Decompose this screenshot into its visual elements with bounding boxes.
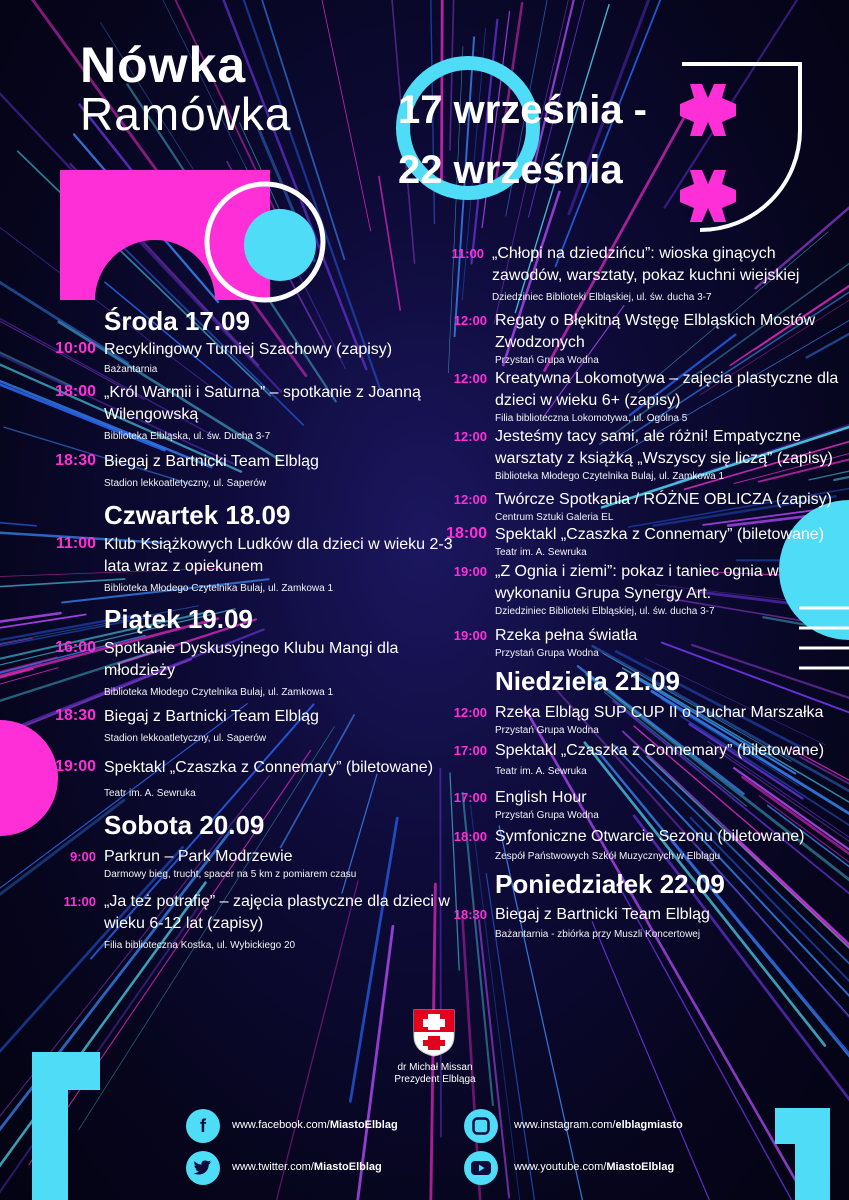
event-name: Rzeka pełna światła [495,627,638,644]
day-heading: Sobota 20.09 [104,810,265,840]
event-time: 10:00 [55,340,96,357]
event-time: 9:00 [69,849,96,864]
event-item [55,451,464,491]
event-venue: Biblioteka Młodego Czytelnika Bulaj, ul. Zamkowa 1 [104,583,333,594]
title-line-2: Ramówka [80,88,292,140]
event-item [453,904,845,942]
event-item [453,368,845,426]
event-time: 11:00 [451,246,484,261]
day-heading: Niedziela 21.09 [495,666,680,696]
event-item [453,740,845,779]
event-venue: Przystań Grupa Wodna [495,648,599,659]
event-item [453,561,815,619]
event-venue: Bażantarnia [104,364,158,375]
event-name: Recyklingowy Turniej Szachowy (zapisy) [104,341,393,358]
event-time: 16:00 [55,639,96,656]
instagram-link[interactable] [514,1119,683,1131]
event-time: 18:30 [55,452,96,469]
event-item [453,826,845,864]
event-item [451,243,822,305]
event-time: 17:00 [453,790,487,805]
event-name: Jesteśmy tacy sami, ale różni! Empatyczne warsztaty z książką „Wszyscy się liczą” (zapisy) [495,428,833,467]
facebook-link[interactable] [232,1119,398,1131]
event-time: 12:00 [453,492,487,507]
event-name: Spektakl „Czaszka z Connemary” (biletowane) [495,742,825,759]
facebook-handle: MiastoElblag [329,1119,398,1131]
event-venue: Biblioteka Elbląska, ul. św. Ducha 3-7 [104,431,271,442]
youtube-icon[interactable] [464,1151,498,1185]
event-name: Biegaj z Bartnicki Team Elbląg [104,708,319,725]
event-name: Twórcze Spotkania / RÓŻNE OBLICZA (zapisy) [495,491,832,508]
event-time: 12:00 [453,371,487,386]
youtube-handle: MiastoElblag [606,1161,675,1173]
event-venue: Dziedziniec Biblioteki Elbląskiej, ul. św. ducha 3-7 [492,292,712,303]
magenta-cross-icon [680,170,736,222]
event-time: 18:30 [453,907,487,922]
event-name: „Chłopi na dziedzińcu”: wioska ginących zawodów, warsztaty, pokaz kuchni wiejskiej [492,245,800,284]
event-venue: Stadion lekkoatletyczny, ul. Saperów [104,478,267,489]
event-venue: Darmowy bieg, trucht, spacer na 5 km z pomiarem czasu [104,869,357,880]
day-heading: Czwartek 18.09 [104,500,291,530]
day-heading: Poniedziałek 22.09 [495,869,725,899]
event-name: „Ja też potrafię” – zajęcia plastyczne dla dzieci w wieku 6-12 lat (zapisy) [104,893,450,932]
title-line-1: Nówka [80,37,247,93]
event-venue: Bażantarnia - zbiórka przy Muszli Koncertowej [495,929,701,940]
event-item [453,489,845,525]
mayor-title: Prezydent Elbląga [394,1074,476,1085]
event-time: 18:00 [55,383,96,400]
mayor-name: dr Michał Missan [397,1062,473,1073]
event-venue: Filia biblioteczna Lokomotywa, ul. Ogólna 5 [495,413,688,424]
event-item [55,757,464,801]
event-venue: Stadion lekkoatletyczny, ul. Saperów [104,733,267,744]
youtube-link[interactable] [514,1161,674,1173]
event-time: 18:00 [446,525,487,542]
twitter-handle: MiastoElblag [313,1161,382,1173]
twitter-link[interactable] [232,1161,382,1173]
date-range [398,80,647,200]
event-name: Klub Książkowych Ludków dla dzieci w wieku 2-3 lata wraz z opiekunem [104,536,453,575]
event-venue: Biblioteka Młodego Czytelnika Bulaj, ul. Zamkowa 1 [495,471,724,482]
event-venue: Dziedziniec Biblioteki Elbląskiej, ul. św. ducha 3-7 [495,606,715,617]
cyan-dot-shape [244,209,316,281]
event-name: Symfoniczne Otwarcie Sezonu (biletowane) [495,828,805,845]
event-name: Rzeka Elbląg SUP CUP II o Puchar Marszałka [495,704,824,721]
date-range-line-1: 17 września - [398,88,648,132]
event-name: Spektakl „Czaszka z Connemary” (biletowane) [104,759,434,776]
event-time: 11:00 [55,535,96,552]
twitter-icon[interactable] [186,1151,220,1185]
facebook-prefix: www.facebook.com/ [232,1119,330,1131]
event-item [55,638,464,700]
event-name: Spektakl „Czaszka z Connemary” (biletowane) [495,526,825,543]
day-heading: Środa 17.09 [104,306,250,336]
twitter-prefix: www.twitter.com/ [232,1161,314,1173]
magenta-half-circle-shape [0,720,58,836]
instagram-prefix: www.instagram.com/ [514,1119,616,1131]
event-item [453,702,845,738]
event-venue: Teatr im. A. Sewruka [495,766,587,777]
city-crest-icon [412,1008,456,1058]
event-time: 12:00 [453,705,487,720]
date-range-line-2: 22 września [398,148,623,192]
event-venue: Filia biblioteczna Kostka, ul. Wybickiego 20 [104,940,296,951]
event-venue: Przystań Grupa Wodna [495,355,599,366]
event-name: Biegaj z Bartnicki Team Elbląg [495,906,710,923]
event-time: 18:30 [55,707,96,724]
event-time: 18:00 [453,829,487,844]
instagram-icon[interactable] [464,1109,498,1143]
event-venue: Przystań Grupa Wodna [495,810,599,821]
event-item [453,426,845,484]
event-time: 11:00 [63,894,96,909]
event-time: 19:00 [55,758,96,775]
magenta-cross-icon [680,84,736,136]
cyan-bracket-right-shape [775,1108,830,1200]
event-time: 12:00 [453,429,487,444]
instagram-handle: elblagmiasto [615,1119,683,1131]
event-item [55,534,464,596]
event-name: Parkrun – Park Modrzewie [104,848,293,865]
event-name: „Król Warmii i Saturna” – spotkanie z Joanną Wilengowską [104,384,421,423]
event-item [55,706,464,746]
event-item [453,787,845,823]
event-venue: Przystań Grupa Wodna [495,725,599,736]
event-item [55,339,464,377]
event-name: „Z Ognia i ziemi”: pokaz i taniec ognia w wykonaniu Grupa Synergy Art. [495,563,779,602]
event-venue: Biblioteka Młodego Czytelnika Bulaj, ul. Zamkowa 1 [104,687,333,698]
event-time: 19:00 [453,628,487,643]
event-time: 17:00 [453,743,487,758]
event-venue: Centrum Sztuki Galeria EL [495,512,614,523]
event-venue: Zespół Państwowych Szkół Muzycznych w Elblągu [495,851,721,862]
facebook-icon[interactable]: f [186,1109,220,1143]
event-item [446,524,845,560]
event-name: Kreatywna Lokomotywa – zajęcia plastyczne dla dzieci w wieku 6+ (zapisy) [495,370,839,409]
youtube-prefix: www.youtube.com/ [514,1161,607,1173]
event-item [453,310,845,368]
event-venue: Teatr im. A. Sewruka [104,788,196,799]
event-item [55,382,464,444]
event-time: 19:00 [453,564,487,579]
event-name: Spotkanie Dyskusyjnego Klubu Mangi dla młodzieży [104,640,399,679]
cyan-bracket-left-shape [32,1052,100,1200]
event-item [453,625,845,661]
event-item [63,891,464,953]
event-time: 12:00 [453,313,487,328]
event-name: English Hour [495,789,587,806]
event-item [69,846,464,882]
day-heading: Piątek 19.09 [104,604,253,634]
event-venue: Teatr im. A. Sewruka [495,547,587,558]
event-name: Biegaj z Bartnicki Team Elbląg [104,453,319,470]
event-name: Regaty o Błękitną Wstęgę Elbląskich Mostów Zwodzonych [495,312,816,351]
